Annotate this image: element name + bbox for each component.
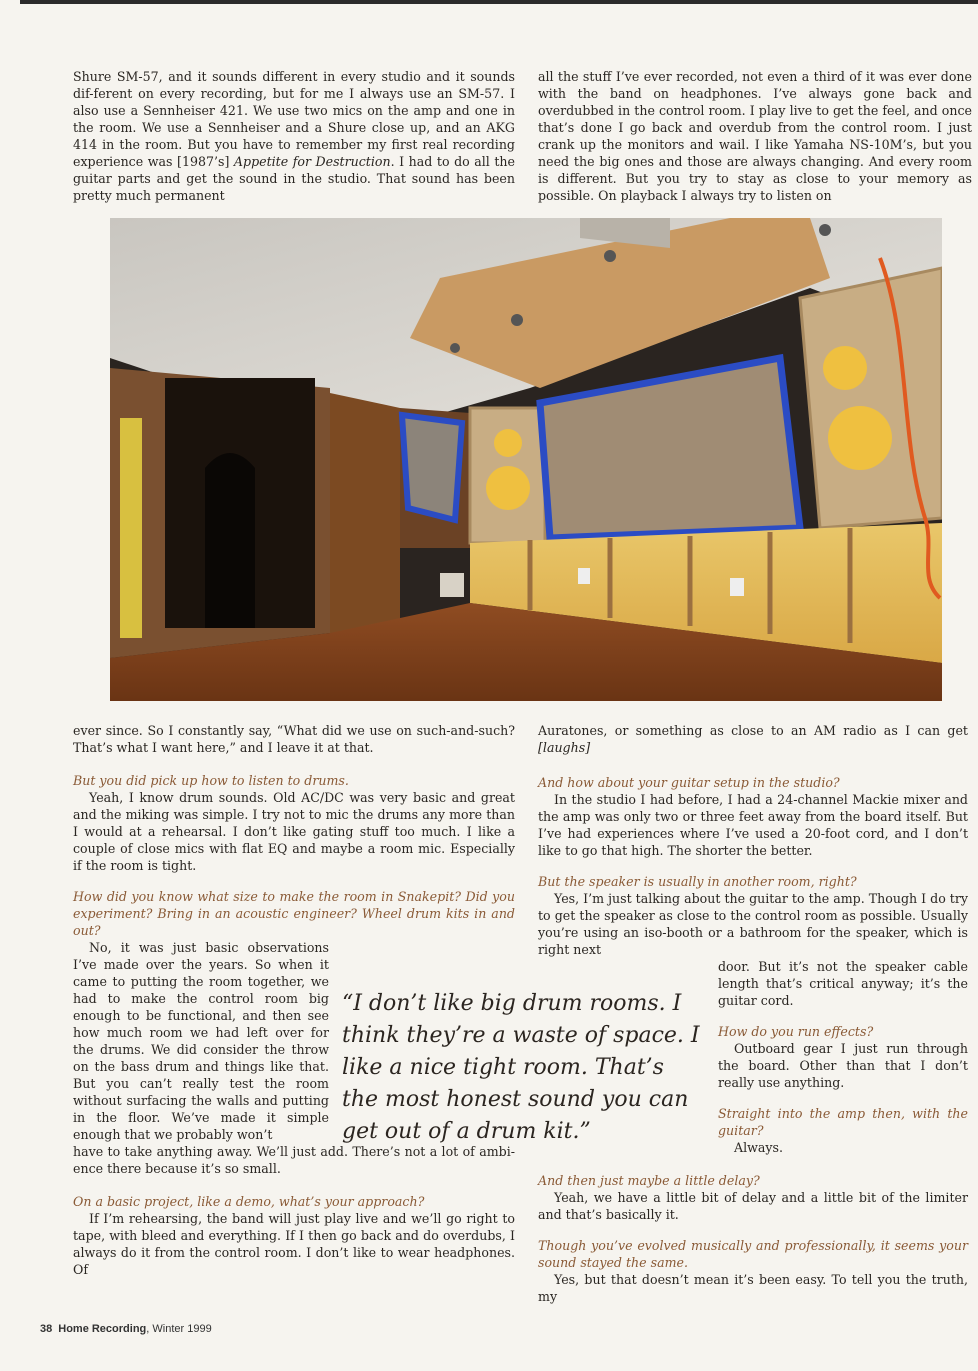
interview-answer: In the studio I had before, I had a 24-channel Mackie mixer and the amp was only two or three feet away from the board itself. But I’ve had experiences where I’ve used a 20-foot cord, and I don’t like to go that high. The shorter the better. (538, 792, 968, 858)
interview-answer: No, it was just basic observations I’ve made over the years. So when it came to putting the room together, we had to make the control room big enough to be functional, and then see how much room we had left over for the drums. We did consider the throw on the bass drum and things like that. But you can’t really test the room without surfacing the walls and putting in the floor. We’ve made it simple enough that we probably won’t (73, 940, 329, 1142)
album-title: Appetite for Destruction (233, 154, 391, 169)
page-number: 38 (40, 1323, 53, 1335)
body-text: Shure SM-57, and it sounds different in every studio and it sounds dif-ferent on every recording, but for me I always use an SM-57. I also use a Sennheiser 421. We use two mics on the amp and one in the room. We use a Sennheiser and a Shure close up, and an AKG 414 in the room. But you have to remember my first real recording experience was [1987’s] (73, 69, 515, 169)
interview-question: On a basic project, like a demo, what’s your approach? (73, 1194, 425, 1209)
interview-question: Though you’ve evolved musically and professionally, it seems your sound stayed the same. (538, 1238, 968, 1270)
body-text: ever since. So I constantly say, “What did we use on such-and-such? That’s what I want here,” and I leave it at that. (73, 723, 515, 755)
interview-answer: Always. (734, 1140, 783, 1155)
magazine-name: Home Recording (58, 1323, 147, 1335)
interview-answer: Yes, but that doesn’t mean it’s been easy. To tell you the truth, my (538, 1272, 968, 1304)
interview-answer: Yes, I’m just talking about the guitar to the amp. Though I do try to get the speaker as close to the control room as possible. Usually you’re using an iso-booth or a bathroom for the speaker, which is right next (538, 891, 968, 957)
interview-answer: Outboard gear I just run through the board. Other than that I don’t really use anything. (718, 1041, 968, 1090)
interview-question: And then just maybe a little delay? (538, 1173, 760, 1188)
studio-photo (110, 218, 942, 701)
issue-date: Winter 1999 (152, 1323, 212, 1335)
interview-answer: have to take anything away. We’ll just add. There’s not a lot of ambi-ence there because it’s so small. (73, 1144, 515, 1176)
interview-question: And how about your guitar setup in the studio? (538, 775, 840, 790)
body-text: all the stuff I’ve ever recorded, not even a third of it was ever done with the band on headphones. I’ve always gone back and overdubbed in the control room. I play live to get the feel, and once that’s done I go back and overdub from the control room. I just crank up the monitors and wail. I like Yamaha NS-10M’s, but you need the big ones and those are always changing. And every room is different. But you try to stay as close to your memory as possible. On playback I always try to listen on (538, 69, 972, 203)
page-footer: 38 Home Recording, Winter 1999 (40, 1323, 212, 1335)
interview-answer: door. But it’s not the speaker cable length that’s critical anyway; it’s the guitar cord. (718, 959, 968, 1008)
laughs-note: [laughs] (538, 740, 591, 755)
pull-quote: “I don’t like big drum rooms. I think they’re a waste of space. I like a nice tight room. That’s the most honest sound you can get out of a drum kit.” (342, 991, 700, 1144)
interview-question: How do you run effects? (718, 1024, 874, 1039)
interview-answer: If I’m rehearsing, the band will just play live and we’ll go right to tape, with bleed and everything. If I then go back and do overdubs, I always do it from the control room. I don’t like to wear headphones. Of (73, 1211, 515, 1277)
interview-question: But the speaker is usually in another room, right? (538, 874, 857, 889)
top-rule (20, 0, 978, 4)
interview-question: Straight into the amp then, with the guitar? (718, 1106, 968, 1138)
text-column-top-right (538, 68, 972, 204)
right-narrow-column (718, 958, 968, 1156)
interview-question: How did you know what size to make the room in Snakepit? Did you experiment? Bring in an acoustic engineer? Wheel drum kits in and out? (73, 889, 515, 938)
text-column-right (538, 722, 968, 1305)
interview-answer: Yeah, we have a little bit of delay and a little bit of the limiter and that’s basically it. (538, 1190, 968, 1222)
body-text: Auratones, or something as close to an AM radio as I can get (538, 723, 968, 738)
interview-answer: Yeah, I know drum sounds. Old AC/DC was very basic and great and the miking was simple. I try not to mic the drums any more than I would at a rehearsal. I don’t like gating stuff too much. I like a couple of close mics with flat EQ and maybe a room mic. Especially if the room is tight. (73, 790, 515, 873)
body-text: . I had to do all the guitar parts and get the sound in the studio. That sound has been pretty much permanent (73, 154, 515, 203)
text-column-top-left (73, 68, 515, 204)
interview-question: But you did pick up how to listen to drums. (73, 773, 349, 788)
